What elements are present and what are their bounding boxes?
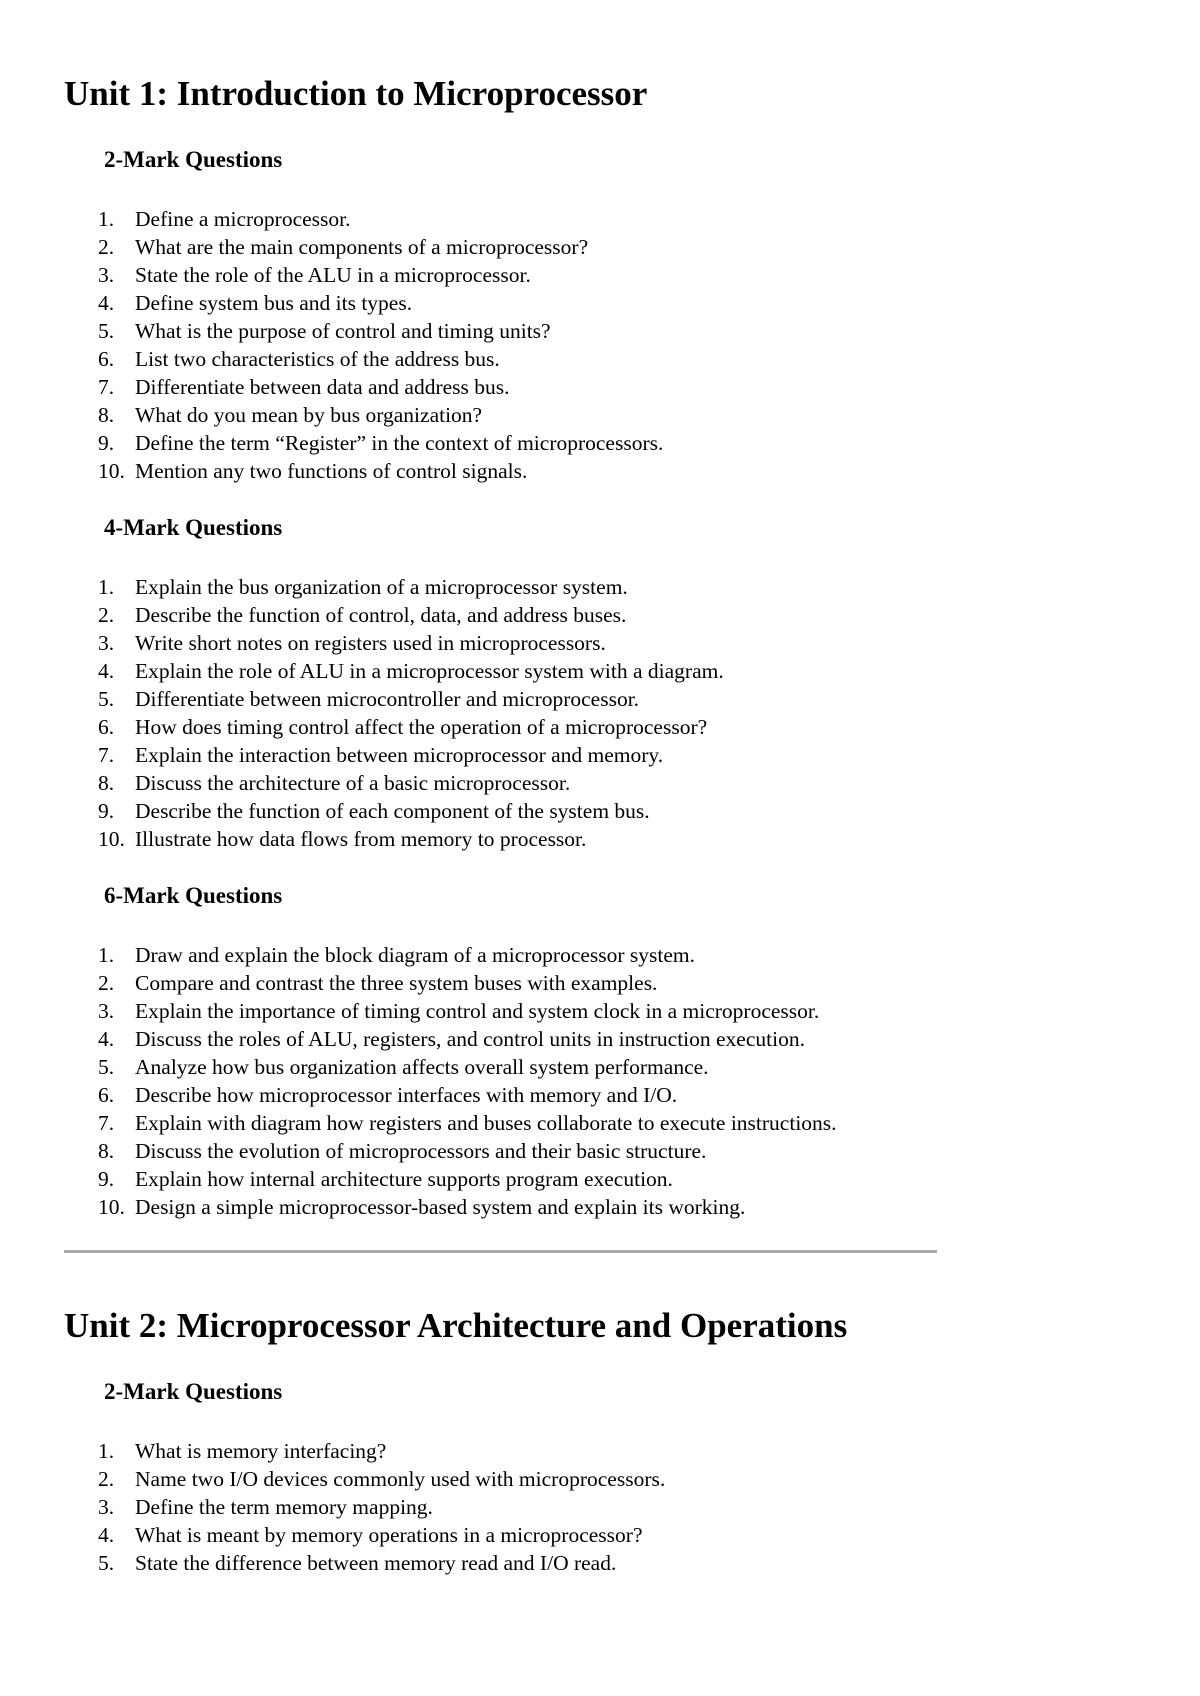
question-text: Explain the importance of timing control and system clock in a microprocessor. — [135, 999, 820, 1023]
question-text: Mention any two functions of control signals. — [135, 459, 528, 483]
question-text: Define a microprocessor. — [135, 207, 351, 231]
section-divider — [64, 1250, 937, 1253]
question-text: Explain the role of ALU in a microprocessor system with a diagram. — [135, 659, 724, 683]
question-text: Name two I/O devices commonly used with microprocessors. — [135, 1467, 666, 1491]
question-text: Draw and explain the block diagram of a microprocessor system. — [135, 943, 696, 967]
question-text: Define the term memory mapping. — [135, 1495, 433, 1519]
unit-1-6-mark-heading: 6-Mark Questions — [104, 883, 283, 908]
unit-2-title: Unit 2: Microprocessor Architecture and Operations — [64, 1306, 848, 1345]
question-text: Describe the function of each component of the system bus. — [135, 799, 650, 823]
question-text: Design a simple microprocessor-based system and explain its working. — [135, 1195, 746, 1219]
question-text: State the role of the ALU in a microprocessor. — [135, 263, 531, 287]
question-text: Explain with diagram how registers and buses collaborate to execute instructions. — [135, 1111, 837, 1135]
question-text: What is memory interfacing? — [135, 1439, 387, 1463]
question-text: Illustrate how data flows from memory to processor. — [135, 827, 587, 851]
question-text: Define system bus and its types. — [135, 291, 413, 315]
unit-1-4-mark-heading: 4-Mark Questions — [104, 515, 283, 540]
question-text: Discuss the roles of ALU, registers, and control units in instruction execution. — [135, 1027, 805, 1051]
question-text: How does timing control affect the operation of a microprocessor? — [135, 715, 708, 739]
question-text: What is meant by memory operations in a microprocessor? — [135, 1523, 643, 1547]
question-text: Explain the bus organization of a microprocessor system. — [135, 575, 628, 599]
question-text: Write short notes on registers used in microprocessors. — [135, 631, 606, 655]
question-text: Define the term “Register” in the context of microprocessors. — [135, 431, 664, 455]
document-page: Unit 1: Introduction to Microprocessor 2-Mark Questions 1. Define a microprocessor. 2. What are the main components of a microprocessor? 3. State the role of the ALU in a microprocessor. 4. Define system bus and its types. 5. What is the purpose of control and timing units? 6. List two characteristics of the address bus. 7. Differentiate between data and address bus. 8. What do you mean by bus organization? 9. Define the term “Register” in the context of microprocessors. 10. Mention any two functions of control signals. 4-Mark Questions 1. Explain the bus organization of a microprocessor system. 2. Describe the function of control, data, and address buses. 3. Write short notes on registers used in microprocessors. 4. Explain the role of ALU in a microprocessor system with a diagram. 5. Differentiate between microcontroller and microprocessor. 6. How does timing control affect the operation of a microprocessor? 7. Explain the interaction between microprocessor and memory. 8. Discuss the architecture of a basic microprocessor. 9. Describe the function of each component of the system bus. 10. Illustrate how data flows from memory to processor. 6-Mark Questions 1. Draw and explain the block diagram of a microprocessor system. 2. Compare and contrast the three system buses with examples. 3. Explain the importance of timing control and system clock in a microprocessor. 4. Discuss the roles of ALU, registers, and control units in instruction execution. 5. Analyze how bus organization affects overall system performance. 6. Describe how microprocessor interfaces with memory and I/O. 7. Explain with diagram how registers and buses collaborate to execute instructions. 8. Discuss the evolution of microprocessors and their basic structure. 9. Explain how internal architecture supports program execution. 10. Design a simple microprocessor-based system and explain its working. Unit 2: Microprocessor Architecture and Operations 2-Mark Questions 1. What is memory interfacing? 2. Name two I/O devices commonly used with microprocessors. 3. Define the term memory mapping. 4. What is meant by memory operations in a microprocessor? 5. State the difference between memory read and I/O read. — [0, 0, 1200, 1696]
unit-1-2-mark-heading: 2-Mark Questions — [104, 147, 283, 172]
question-text: Discuss the evolution of microprocessors and their basic structure. — [135, 1139, 707, 1163]
question-text: What are the main components of a microprocessor? — [135, 235, 589, 259]
question-text: What do you mean by bus organization? — [135, 403, 483, 427]
question-text: Differentiate between microcontroller and microprocessor. — [135, 687, 640, 711]
question-text: Analyze how bus organization affects overall system performance. — [135, 1055, 709, 1079]
question-text: State the difference between memory read and I/O read. — [135, 1551, 617, 1575]
unit-2-2-mark-heading: 2-Mark Questions — [104, 1379, 283, 1404]
question-text: Discuss the architecture of a basic microprocessor. — [135, 771, 571, 795]
question-text: Describe how microprocessor interfaces with memory and I/O. — [135, 1083, 678, 1107]
question-text: Explain the interaction between microprocessor and memory. — [135, 743, 664, 767]
question-text: Describe the function of control, data, and address buses. — [135, 603, 627, 627]
question-text: Explain how internal architecture supports program execution. — [135, 1167, 673, 1191]
question-text: What is the purpose of control and timing units? — [135, 319, 551, 343]
question-text: Compare and contrast the three system buses with examples. — [135, 971, 658, 995]
question-text: List two characteristics of the address bus. — [135, 347, 500, 371]
unit-1-title: Unit 1: Introduction to Microprocessor — [64, 74, 648, 113]
question-text: Differentiate between data and address bus. — [135, 375, 510, 399]
